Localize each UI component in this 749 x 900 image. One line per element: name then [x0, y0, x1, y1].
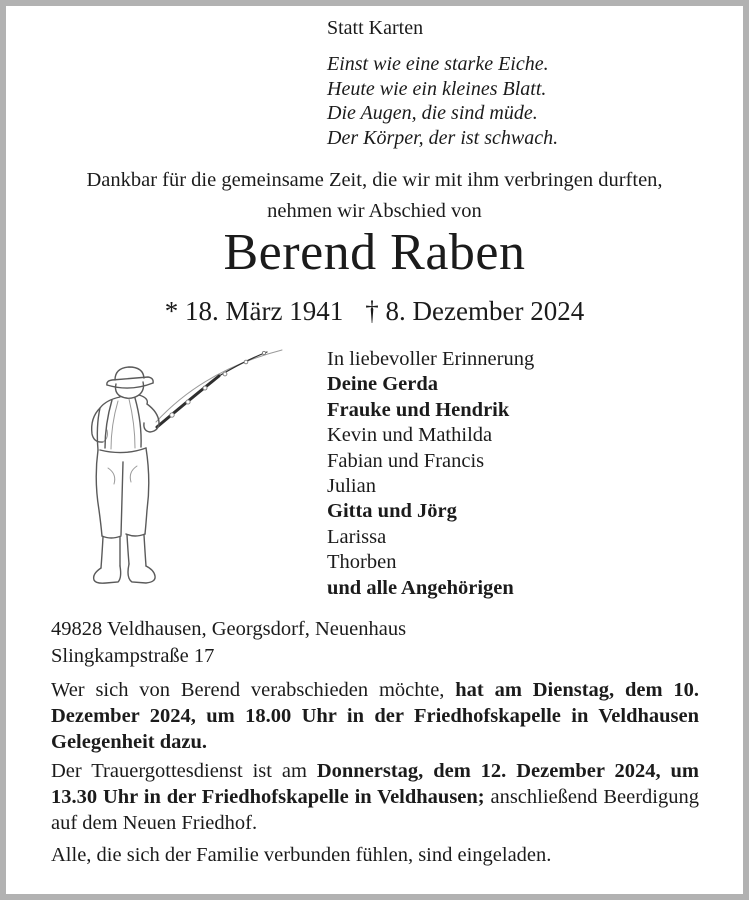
mourner: Gitta und Jörg: [327, 500, 457, 523]
mourners-heading: In liebevoller Erinnerung: [327, 348, 535, 370]
mourner: Julian: [327, 475, 376, 498]
fisherman-illustration: [54, 340, 294, 602]
address-line: Slingkampstraße 17: [51, 645, 215, 667]
service-pre: Der Trauergottesdienst ist am: [51, 760, 317, 782]
mourner: Kevin und Mathilda: [327, 424, 493, 447]
mourner: Fabian und Francis: [327, 449, 485, 472]
service-bold: Donnerstag, dem 12. Dezember 2024, um 13.30 Uhr in der Friedhofskapelle in Veldhausen;: [51, 760, 699, 808]
mourner: Larissa: [327, 525, 387, 548]
poem-line: Die Augen, die sind müde.: [327, 102, 538, 125]
intro-line: Dankbar für die gemeinsame Zeit, die wir mit ihm verbringen durften,: [86, 169, 663, 191]
mourner: Thorben: [327, 551, 397, 574]
poem: [327, 52, 558, 150]
birth-date: * 18. März 1941: [164, 296, 344, 326]
address-line: 49828 Veldhausen, Georgsdorf, Neuenhaus: [51, 618, 407, 640]
intro-line: nehmen wir Abschied von: [267, 200, 482, 222]
farewell-normal: Wer sich von Berend verabschieden möchte,: [51, 679, 456, 701]
pre-header: Statt Karten: [327, 17, 424, 39]
farewell-paragraph: [51, 678, 699, 755]
poem-line: Der Körper, der ist schwach.: [327, 126, 559, 149]
closing-line: Alle, die sich der Familie verbunden fühlen, sind eingeladen.: [51, 844, 552, 866]
poem-line: Einst wie eine starke Eiche.: [327, 53, 549, 75]
farewell-bold: hat am Dienstag, dem 10. Dezember 2024, um 18.00 Uhr in der Friedhofskapelle in Veldhausen Gelegenheit dazu.: [51, 679, 700, 753]
mourner: Deine Gerda: [327, 373, 439, 396]
mourner: und alle Angehörigen: [327, 576, 514, 599]
life-dates: [6, 294, 743, 328]
mourner: Frauke und Hendrik: [327, 398, 510, 421]
mourners-list: [327, 347, 534, 601]
death-date: † 8. Dezember 2024: [365, 296, 585, 326]
service-paragraph: [51, 759, 699, 836]
poem-line: Heute wie ein kleines Blatt.: [327, 77, 547, 100]
deceased-name: Berend Raben: [223, 224, 526, 281]
service-post: anschließend Beerdigung auf dem Neuen Friedhof.: [51, 785, 699, 834]
intro-text: [6, 165, 743, 227]
address-block: [51, 616, 406, 670]
